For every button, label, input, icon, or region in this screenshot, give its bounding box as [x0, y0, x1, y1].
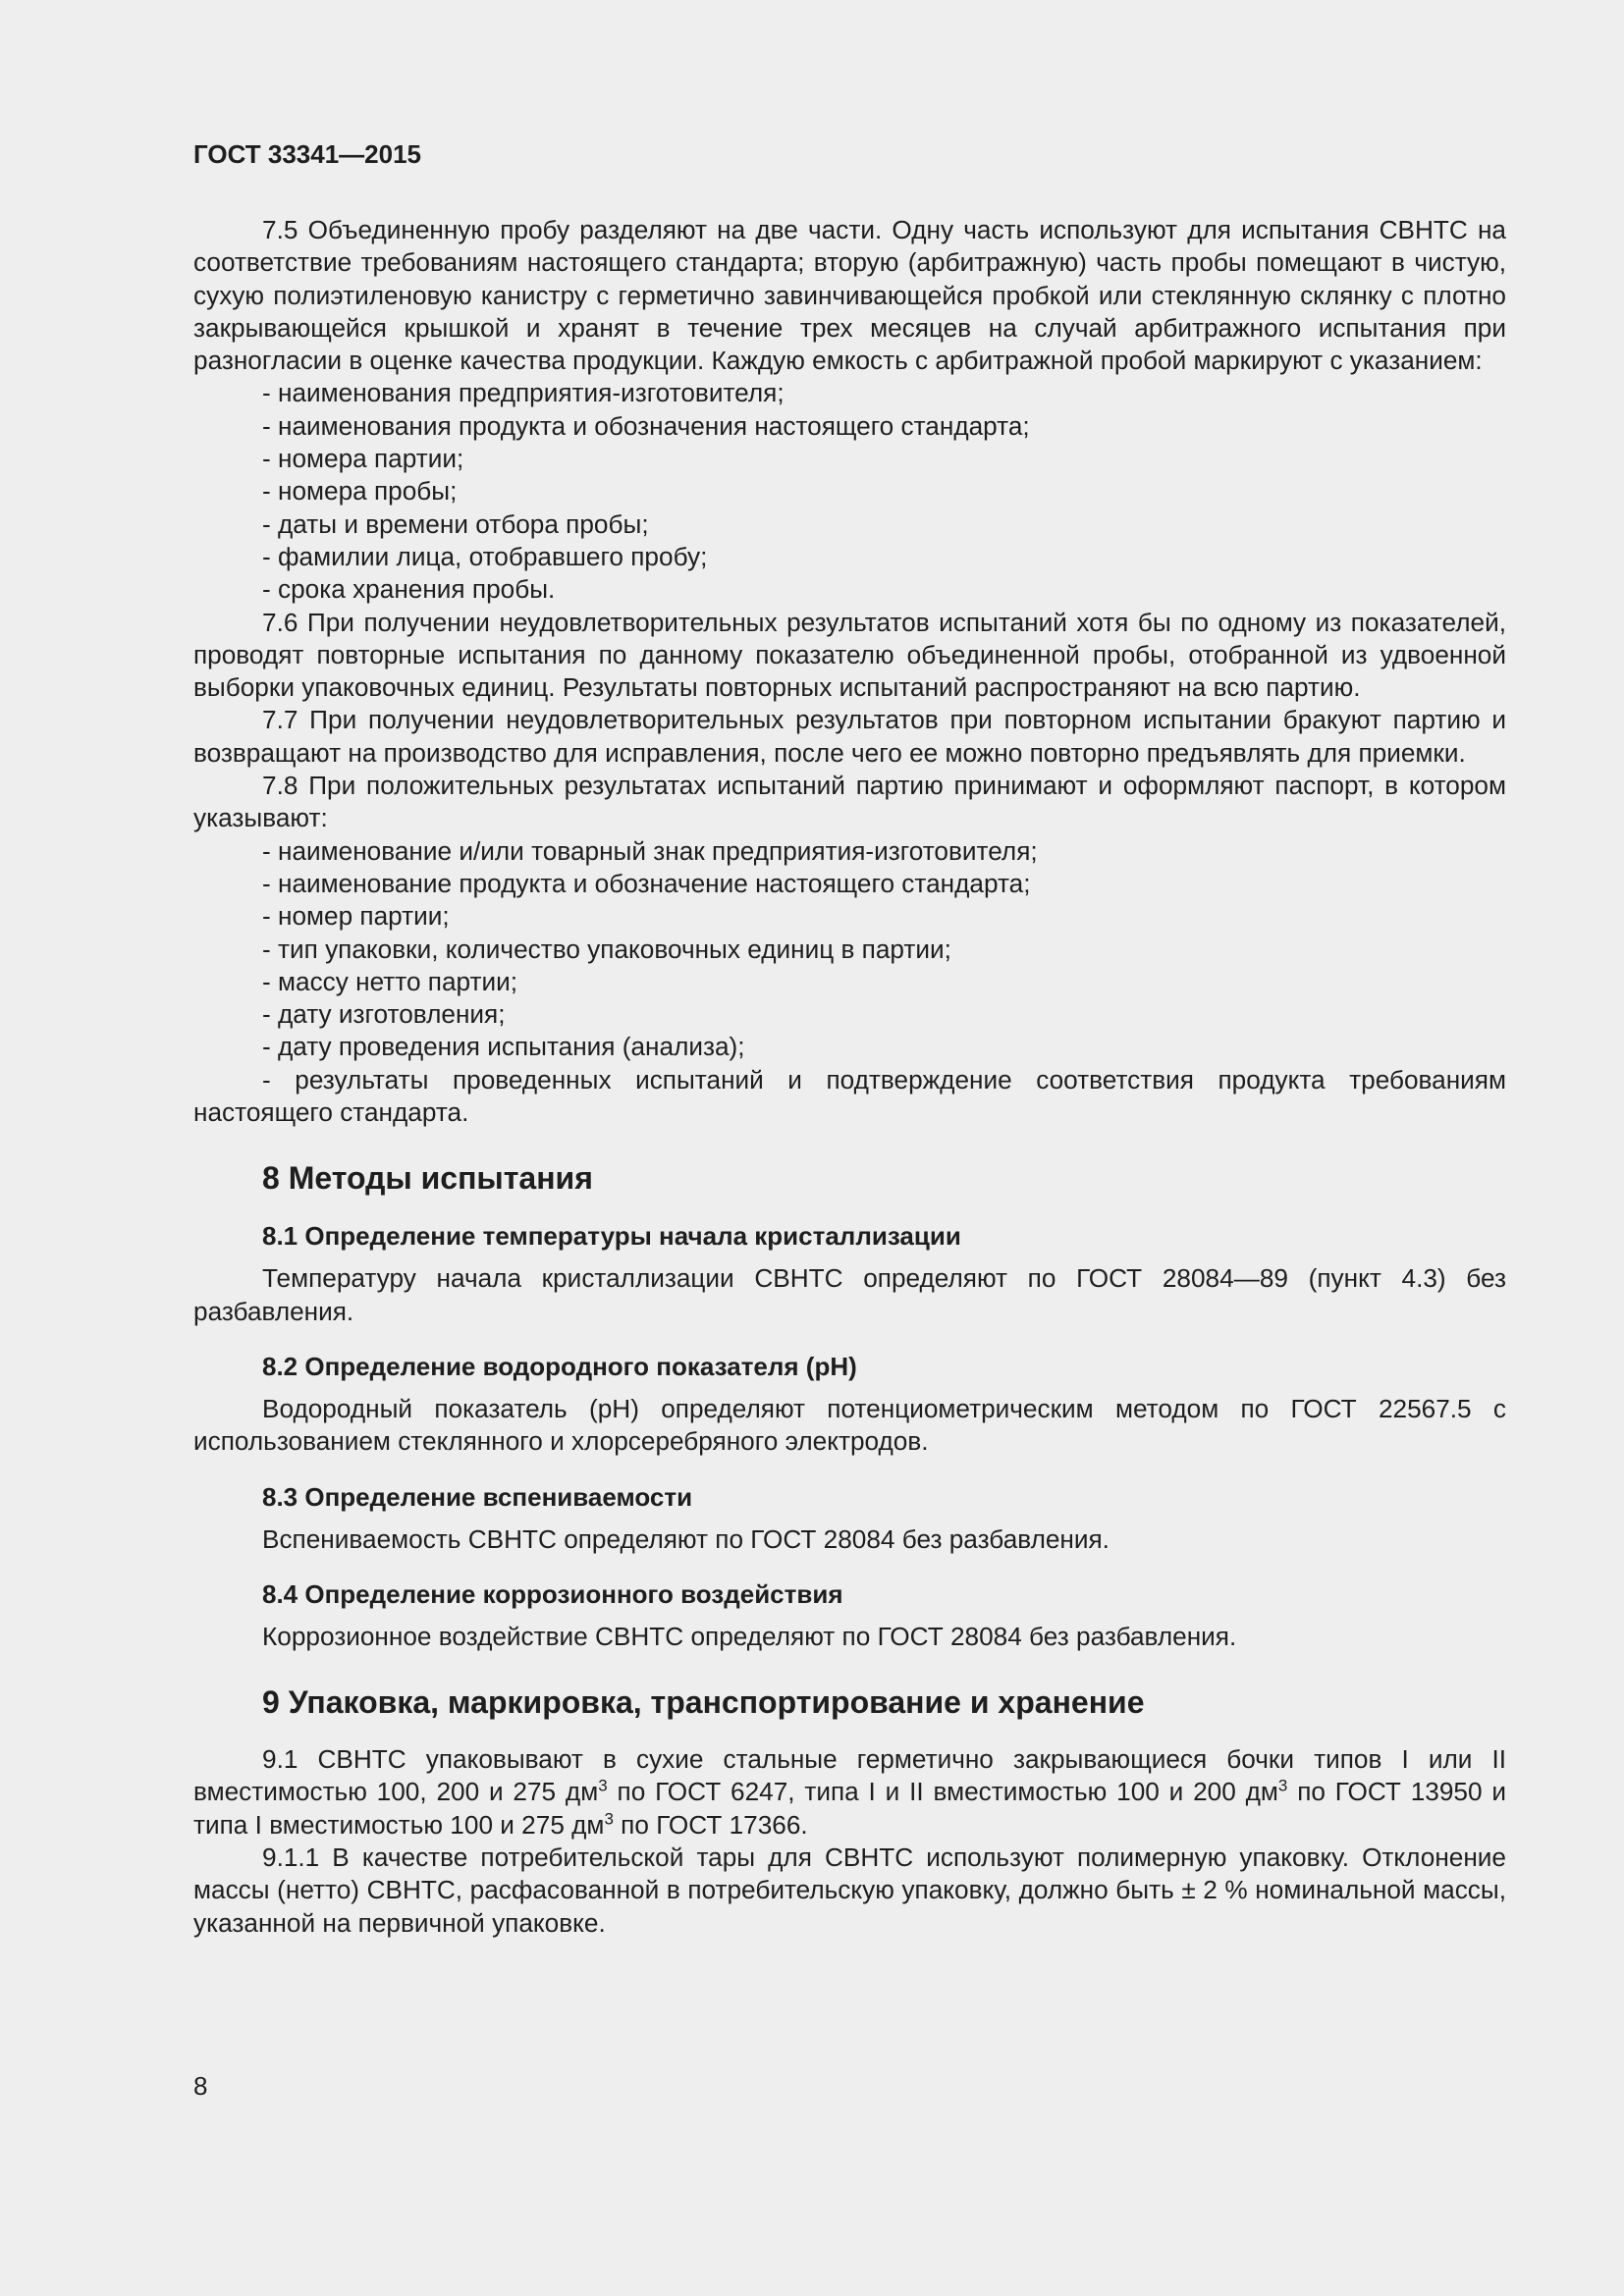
list-7-5 [193, 377, 1506, 606]
subsection-8-1-title: 8.1 Определение температуры начала кристаллизации [262, 1221, 961, 1252]
list-item: - массу нетто партии; [262, 966, 518, 996]
list-item: - наименования продукта и обозначения настоящего стандарта; [262, 410, 1030, 441]
paragraph-8-2: Водородный показатель (pH) определяют потенциометрическим методом по ГОСТ 22567.5 с использованием стеклянного и хлорсеребряного электродов. [193, 1393, 1506, 1457]
list-item: - срока хранения пробы. [262, 574, 556, 605]
paragraph-8-3: Вспениваемость СВНТС определяют по ГОСТ 28084 без разбавления. [262, 1523, 1110, 1554]
subsection-8-4-title: 8.4 Определение коррозионного воздействия [262, 1578, 843, 1609]
list-item: - наименования предприятия-изготовителя; [262, 378, 785, 408]
paragraph-9-1-1: 9.1.1 В качестве потребительской тары для СВНТС используют полимерную упаковку. Отклонение массы (нетто) СВНТС, расфасованной в потребительскую упаковку, должно быть ± 2 % номинальной массы, указанной на первичной упаковке. [193, 1842, 1506, 1938]
superscript-exponent: 3 [598, 1776, 608, 1795]
subsection-8-2-title: 8.2 Определение водородного показателя (pH) [262, 1351, 857, 1381]
list-item: - наименование и/или товарный знак предприятия-изготовителя; [262, 835, 1038, 866]
list-item: - дату изготовления; [262, 999, 506, 1030]
paragraph-8-4: Коррозионное воздействие СВНТС определяют по ГОСТ 28084 без разбавления. [262, 1621, 1237, 1651]
section-9-title: 9 Упаковка, маркировка, транспортирование и хранение [262, 1684, 1145, 1721]
list-item: - результаты проведенных испытаний и подтверждение соответствия продукта требованиям настоящего стандарта. [193, 1064, 1506, 1128]
list-7-8 [193, 835, 1506, 1130]
paragraph-7-7: 7.7 При получении неудовлетворительных результатов при повторном испытании бракуют партию и возвращают на производство для исправления, после чего ее можно повторно предъявлять для приемки. [193, 705, 1506, 768]
page-number: 8 [193, 2071, 208, 2101]
paragraph-9-1-part-a: 9.1 СВНТС упаковывают в сухие стальные герметично закрывающиеся бочки типов I или II вместимостью 100, 200 и 275 дм [193, 1744, 1506, 1807]
list-item: - номер партии; [262, 901, 450, 932]
section-8-title: 8 Методы испытания [262, 1160, 593, 1197]
list-item: - номера пробы; [262, 476, 458, 507]
paragraph-7-6: 7.6 При получении неудовлетворительных результатов испытаний хотя бы по одному из показателей, проводят повторные испытания по данному показателю объединенной пробы, отобранной из удвоенной выборки упаковочных единиц. Результаты повторных испытаний распространяют на всю партию. [193, 607, 1506, 703]
paragraph-9-1-part-b: по ГОСТ 6247, типа I и II вместимостью 100 и 200 дм [607, 1777, 1278, 1807]
superscript-exponent: 3 [604, 1808, 614, 1828]
paragraph-9-1 [193, 1743, 1506, 1842]
list-item: - наименование продукта и обозначение настоящего стандарта; [262, 868, 1031, 898]
paragraph-7-5: 7.5 Объединенную пробу разделяют на две части. Одну часть используют для испытания СВНТС на соответствие требованиям настоящего стандарта; вторую (арбитражную) часть пробы помещают в чистую, сухую полиэтиленовую канистру с герметично завинчивающейся пробкой или стеклянную склянку с плотно закрывающейся крышкой и хранят в течение трех месяцев на случай арбитражного испытания при разногласии в оценке качества продукции. Каждую емкость с арбитражной пробой маркируют с указанием: [193, 215, 1506, 376]
list-item: - номера партии; [262, 444, 464, 474]
list-item: - дату проведения испытания (анализа); [262, 1032, 745, 1062]
document-header: ГОСТ 33341—2015 [193, 139, 421, 169]
list-item: - фамилии лица, отобравшего пробу; [262, 541, 708, 571]
superscript-exponent: 3 [1277, 1776, 1288, 1795]
list-item: - тип упаковки, количество упаковочных единиц в партии; [262, 934, 951, 964]
document-page [193, 137, 1506, 1940]
paragraph-8-1: Температуру начала кристаллизации СВНТС определяют по ГОСТ 28084—89 (пункт 4.3) без разбавления. [193, 1263, 1506, 1326]
paragraph-9-1-part-d: по ГОСТ 17366. [613, 1809, 808, 1840]
subsection-8-3-title: 8.3 Определение вспениваемости [262, 1481, 693, 1512]
paragraph-9-1-part-c: по ГОСТ 13950 и типа I вместимостью 100 и 275 дм [193, 1777, 1506, 1840]
paragraph-7-8: 7.8 При положительных результатах испытаний партию принимают и оформляют паспорт, в котором указывают: [193, 771, 1506, 833]
list-item: - даты и времени отбора пробы; [262, 508, 649, 539]
